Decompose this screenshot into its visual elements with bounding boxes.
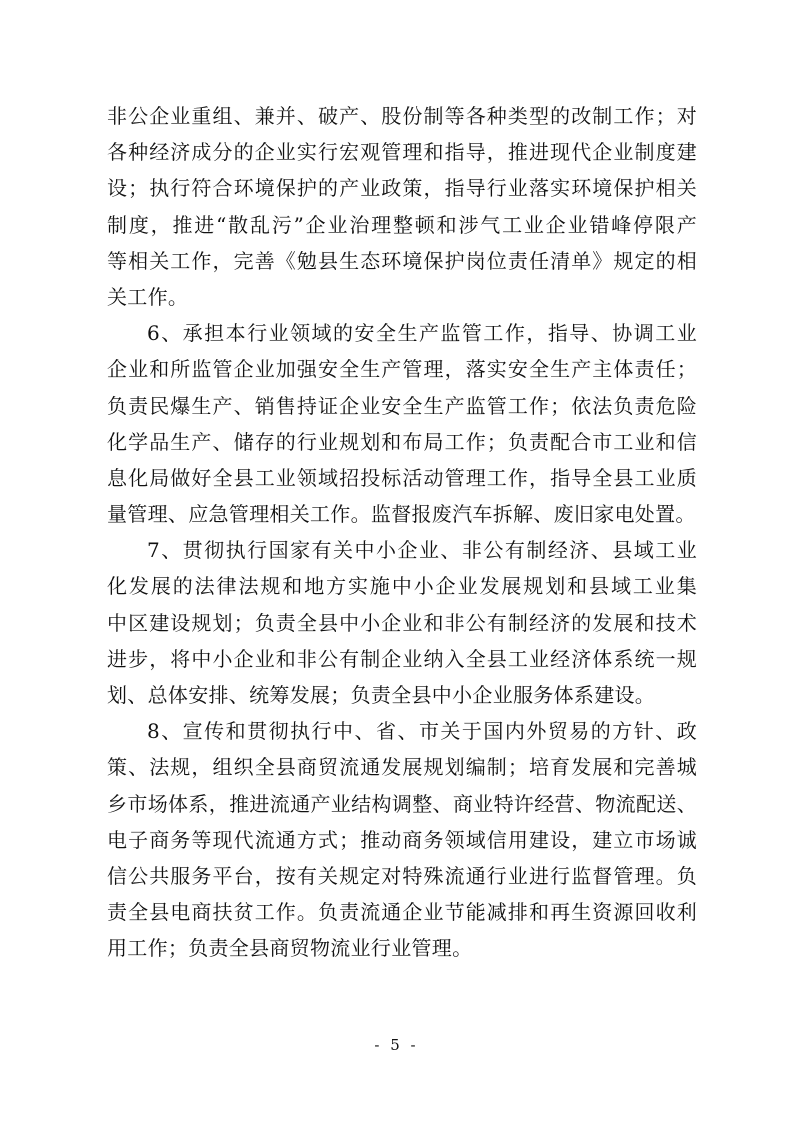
text-line: 等相关工作，完善《勉县生态环境保护岗位责任清单》规定的相: [107, 248, 697, 273]
text-line: 中区建设规划；负责全县中小企业和非公有制经济的发展和技术: [107, 610, 697, 635]
text-line: 用工作；负责全县商贸物流业行业管理。: [107, 936, 473, 961]
text-line: 化学品生产、储存的行业规划和布局工作；负责配合市工业和信: [107, 429, 697, 454]
paragraph-8-start: 8、宣传和贯彻执行中、省、市关于国内外贸易的方针、政: [147, 719, 697, 744]
text-line: 进步，将中小企业和非公有制企业纳入全县工业经济体系统一规: [107, 646, 697, 671]
body-text: [107, 98, 697, 967]
text-line: 信公共服务平台，按有关规定对特殊流通行业进行监督管理。负: [107, 863, 697, 888]
paragraph-6-start: 6、承担本行业领域的安全生产监管工作，指导、协调工业: [147, 321, 697, 346]
text-line: 非公企业重组、兼并、破产、股份制等各种类型的改制工作；对: [107, 104, 697, 128]
text-line: 化发展的法律法规和地方实施中小企业发展规划和县域工业集: [107, 574, 697, 599]
text-line: 电子商务等现代流通方式；推动商务领域信用建设，建立市场诚: [107, 827, 697, 852]
text-line: 设；执行符合环境保护的产业政策，指导行业落实环境保护相关: [107, 176, 697, 201]
text-line: 负责民爆生产、销售持证企业安全生产监管工作；依法负责危险: [107, 393, 697, 418]
text-line: 制度，推进“散乱污”企业治理整顿和涉气工业企业错峰停限产: [107, 212, 697, 237]
text-line: 策、法规，组织全县商贸流通发展规划编制；培育发展和完善城: [107, 755, 697, 780]
text-line: 关工作。: [107, 284, 189, 309]
text-line: 乡市场体系，推进流通产业结构调整、商业特许经营、物流配送、: [107, 791, 697, 816]
page-number: - 5 -: [374, 1036, 419, 1054]
text-line: 量管理、应急管理相关工作。监督报废汽车拆解、废旧家电处置。: [107, 502, 696, 527]
text-line: 息化局做好全县工业领域招投标活动管理工作，指导全县工业质: [107, 465, 697, 490]
text-line: 各种经济成分的企业实行宏观管理和指导，推进现代企业制度建: [107, 140, 697, 165]
text-line: 企业和所监管企业加强安全生产管理，落实安全生产主体责任；: [107, 357, 697, 382]
text-line: 责全县电商扶贫工作。负责流通企业节能减排和再生资源回收利: [107, 900, 697, 925]
text-line: 划、总体安排、统筹发展；负责全县中小企业服务体系建设。: [107, 683, 656, 707]
paragraph-7-start: 7、贯彻执行国家有关中小企业、非公有制经济、县域工业: [147, 538, 697, 563]
